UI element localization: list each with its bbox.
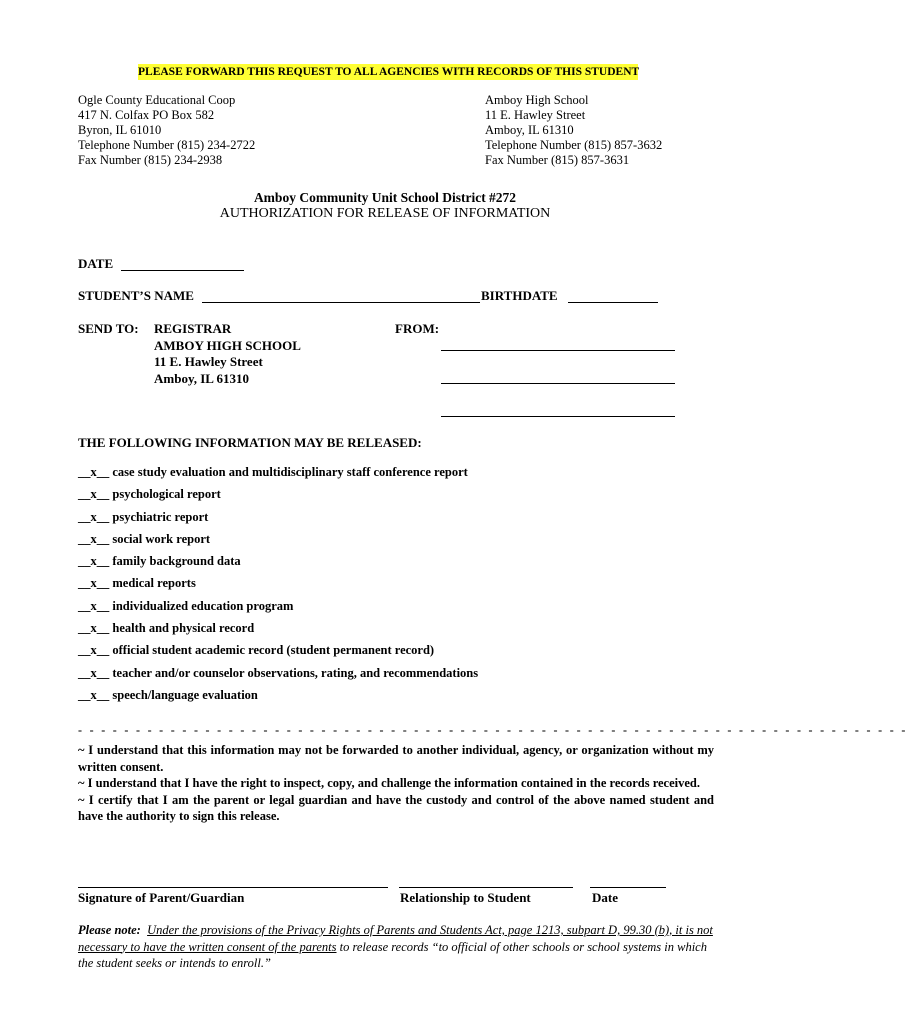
release-item[interactable] <box>78 666 478 688</box>
relationship-label: Relationship to Student <box>400 890 531 905</box>
parent-signature-label: Signature of Parent/Guardian <box>78 890 245 905</box>
district-name: Amboy Community Unit School District #272 <box>253 190 517 205</box>
item-label: individualized education program <box>112 598 294 613</box>
consent-statement: ~ I understand that this information may not be forwarded to another individual, agency, or organization without my written consent. <box>78 743 714 774</box>
note-underlined-text: Under the provisions of the Privacy Rights of Parents and Students Act, page 1213, subpart D, 99.30 (b), it is not necessary to have the written consent of the parents <box>78 923 713 954</box>
release-item[interactable] <box>78 643 478 665</box>
release-item[interactable] <box>78 599 478 621</box>
send-to-line: REGISTRAR <box>154 321 232 336</box>
release-items-list <box>78 465 478 710</box>
note-text: to release records “to official of other schools or school systems in which the student seeks or intends to enroll.” <box>78 939 707 970</box>
check-mark: __x__ <box>78 687 110 702</box>
note-prefix: Please note: <box>78 923 141 937</box>
release-item[interactable] <box>78 688 478 710</box>
check-mark: __x__ <box>78 621 110 636</box>
address-line: Telephone Number (815) 857-3632 <box>485 138 663 152</box>
dashed-divider: - - - - - - - - - - - - - - - - - - - - - - - - - - - - - - - - - - - - - - - - - - - - - - - - - - - - - - - - - - - - - - - - - - - - - - - - <box>78 723 908 737</box>
from-field-line-2[interactable] <box>441 383 675 384</box>
release-item[interactable] <box>78 621 478 643</box>
send-to-line: Amboy, IL 61310 <box>154 370 249 386</box>
signature-date-field[interactable] <box>590 887 666 888</box>
item-label: speech/language evaluation <box>112 687 258 702</box>
check-mark: __x__ <box>78 465 110 479</box>
date-label: DATE <box>78 256 114 271</box>
ogle-county-address <box>78 93 255 168</box>
check-mark: __x__ <box>78 554 110 569</box>
release-heading: THE FOLLOWING INFORMATION MAY BE RELEASED: <box>78 435 422 450</box>
address-line: 417 N. Colfax PO Box 582 <box>78 108 215 122</box>
privacy-note <box>78 922 718 972</box>
item-label: health and physical record <box>112 621 255 636</box>
date-field[interactable] <box>121 270 244 271</box>
send-to-label: SEND TO: <box>78 321 139 336</box>
check-mark: __x__ <box>78 531 110 546</box>
send-to-address <box>154 321 301 387</box>
from-field-line-3[interactable] <box>441 416 675 417</box>
from-label: FROM: <box>395 321 440 336</box>
release-item[interactable] <box>78 576 478 598</box>
address-line: 11 E. Hawley Street <box>485 108 586 122</box>
relationship-field[interactable] <box>399 887 573 888</box>
consent-statements <box>78 742 714 825</box>
release-item[interactable] <box>78 554 478 576</box>
birthdate-field[interactable] <box>568 302 658 303</box>
item-label: case study evaluation and multidisciplinary staff conference report <box>112 465 468 479</box>
form-title: AUTHORIZATION FOR RELEASE OF INFORMATION <box>219 206 551 221</box>
forward-request-banner: PLEASE FORWARD THIS REQUEST TO ALL AGENCIES WITH RECORDS OF THIS STUDENT <box>138 66 640 78</box>
item-label: medical reports <box>112 576 196 591</box>
item-label: family background data <box>112 554 241 569</box>
signature-date-label: Date <box>592 890 618 905</box>
release-item[interactable] <box>78 487 478 509</box>
address-line: Byron, IL 61010 <box>78 123 162 137</box>
student-name-field[interactable] <box>202 302 480 303</box>
address-line: Fax Number (815) 234-2938 <box>78 153 223 167</box>
item-label: social work report <box>112 531 211 546</box>
address-line: Fax Number (815) 857-3631 <box>485 153 630 167</box>
address-line: Ogle County Educational Coop <box>78 93 236 107</box>
check-mark: __x__ <box>78 487 110 502</box>
parent-signature-field[interactable] <box>78 887 388 888</box>
item-label: teacher and/or counselor observations, rating, and recommendations <box>112 665 479 680</box>
check-mark: __x__ <box>78 643 110 658</box>
check-mark: __x__ <box>78 509 110 524</box>
consent-statement: ~ I understand that I have the right to inspect, copy, and challenge the information contained in the records received. <box>78 776 701 790</box>
release-item[interactable] <box>78 465 478 487</box>
release-item[interactable] <box>78 510 478 532</box>
item-label: official student academic record (student permanent record) <box>112 643 435 658</box>
release-item[interactable] <box>78 532 478 554</box>
send-to-line: AMBOY HIGH SCHOOL <box>154 337 301 353</box>
address-line: Amboy High School <box>485 93 589 107</box>
consent-statement: ~ I certify that I am the parent or legal guardian and have the custody and control of the above named student and have the authority to sign this release. <box>78 792 714 823</box>
check-mark: __x__ <box>78 665 110 680</box>
check-mark: __x__ <box>78 576 110 591</box>
from-field-line-1[interactable] <box>441 350 675 351</box>
student-name-label: STUDENT’S NAME <box>78 288 194 303</box>
birthdate-label: BIRTHDATE <box>481 288 558 303</box>
send-to-line: 11 E. Hawley Street <box>154 354 263 369</box>
amboy-high-address <box>485 93 662 168</box>
item-label: psychiatric report <box>112 509 209 524</box>
address-line: Telephone Number (815) 234-2722 <box>78 138 256 152</box>
address-line: Amboy, IL 61310 <box>485 123 574 137</box>
check-mark: __x__ <box>78 598 110 613</box>
item-label: psychological report <box>112 487 221 502</box>
